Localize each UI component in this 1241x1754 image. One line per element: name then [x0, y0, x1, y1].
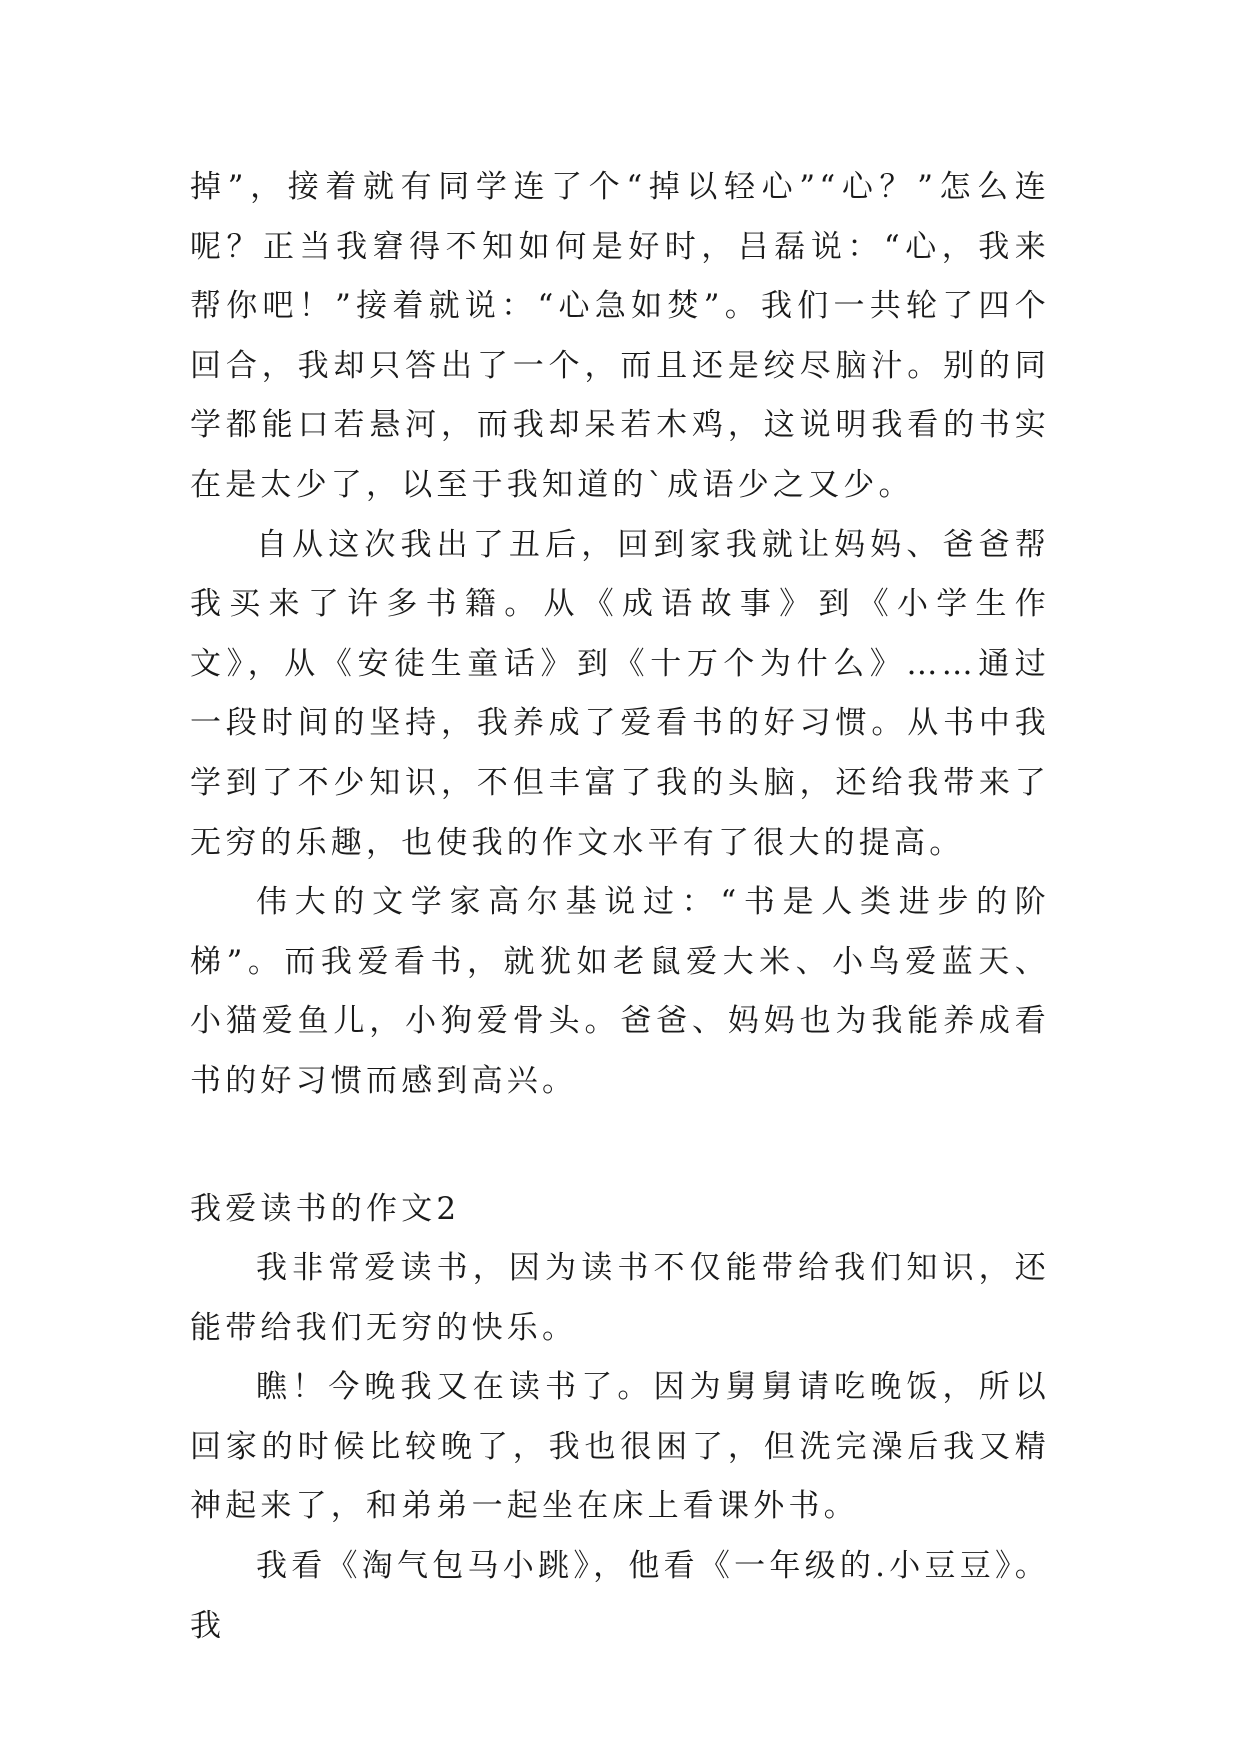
section-spacer: [190, 1112, 1050, 1180]
paragraph-tonight-reading: 瞧！今晚我又在读书了。因为舅舅请吃晚饭，所以回家的时候比较晚了，我也很困了，但洗完澡后我又精神起来了，和弟弟一起坐在床上看课外书。: [190, 1369, 1050, 1525]
paragraph-continuation: 掉”，接着就有同学连了个“掉以轻心”“心？”怎么连呢？正当我窘得不知如何是好时，吕磊说：“心，我来帮你吧！”接着就说：“心急如焚”。我们一共轮了四个回合，我却只答出了一个，而且还是绞尽脑汁。别的同学都能口若悬河，而我却呆若木鸡，这说明我看的书实在是太少了，以至于我知道的`成语少之又少。: [190, 169, 1050, 503]
paragraph-after-embarrassment: 自从这次我出了丑后，回到家我就让妈妈、爸爸帮我买来了许多书籍。从《成语故事》到《小学生作文》，从《安徒生童话》到《十万个为什么》……通过一段时间的坚持，我养成了爱看书的好习惯。从书中我学到了不少知识，不但丰富了我的头脑，还给我带来了无穷的乐趣，也使我的作文水平有了很大的提高。: [190, 526, 1050, 861]
paragraph-gorky-quote: 伟大的文学家高尔基说过：“书是人类进步的阶梯”。而我爱看书，就犹如老鼠爱大米、小鸟爱蓝天、小猫爱鱼儿，小狗爱骨头。爸爸、妈妈也为我能养成看书的好习惯而感到高兴。: [190, 884, 1050, 1099]
paragraph-books-read: 我看《淘气包马小跳》，他看《一年级的.小豆豆》。我: [190, 1548, 1050, 1644]
section-title: 我爱读书的作文2: [190, 1190, 461, 1227]
document-page: [190, 158, 1050, 1656]
paragraph-love-reading: 我非常爱读书，因为读书不仅能带给我们知识，还能带给我们无穷的快乐。: [190, 1250, 1050, 1346]
